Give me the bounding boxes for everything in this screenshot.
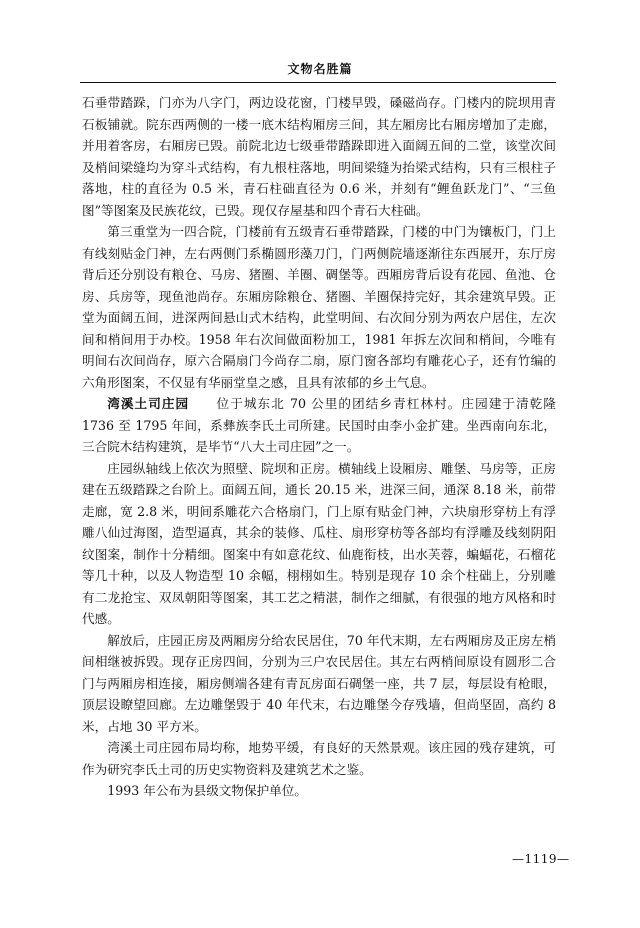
paragraph-continued: 石垂带踏跺，门亦为八字门，两边设花窗，门楼早毁，磉磁尚存。门楼内的院坝用青石板铺就。院东西两侧的一楼一底木结构厢房三间，其左厢房比右厢房增加了走廊，并用着客房，右厢房已毁。前院北边七级垂带踏跺即进入面阔五间的二堂，该堂次间及梢间梁缝均为穿斗式结构，有九根柱落地，明间梁缝为抬梁式结构，只有三根柱子落地，柱的直径为 0.5 米，青石柱础直径为 0.6 米，并刻有“鲤鱼跃龙门”、“三鱼图”等图案及民族花纹，已毁。现仅存屋基和四个青石大柱础。	[82, 95, 556, 218]
paragraph-manor-intro	[82, 393, 556, 458]
paragraph-layout: 庄园纵轴线上依次为照壁、院坝和正房。横轴线上设厢房、雕堡、马房等，正房建在五级踏跺之台阶上。面阔五间，通长 20.15 米，进深三间，通深 8.18 米，前带走廊，宽 2.8 米，明间系雕花六合格扇门，门上原有贴金门神，六块扇形穿枋上有浮雕八仙过海图，造型逼真，其余的装修、瓜柱、扇形穿枋等各部均有浮雕及线刻阴阳纹图案，制作十分精细。图案中有如意花纹、仙鹿衔枝，出水芙蓉，蝙蝠花，石榴花等几十种，以及人物造型 10 余幅，栩栩如生。特别是现存 10 余个柱础上，分别雕有二龙抢宝、双凤朝阳等图案，其工艺之精湛，制作之细腻，有很强的地方风格和时代感。	[82, 460, 556, 626]
paragraph-history: 解放后，庄园正房及两厢房分给农民居住，70 年代末期，左右两厢房及正房左梢间相继被拆毁。现存正房四间，分别为三户农民居住。其左右两梢间原设有圆形二合门与两厢房相连接，厢房侧端各建有青瓦房面石碉堡一座，共 7 层，每层设有枪眼，顶层设瞭望回廊。左边雕堡毁于 40 年代末，右边雕堡今存残墙，但尚坚固，高约 8 米，占地 30 平方米。	[82, 632, 556, 734]
header-rule	[80, 82, 556, 83]
running-header: 文物名胜篇	[287, 62, 353, 76]
page-number: —1119—	[512, 852, 570, 866]
document-body	[82, 92, 556, 802]
section-title: 湾溪土司庄园	[107, 396, 190, 411]
paragraph-protection: 1993 年公布为县级文物保护单位。	[107, 783, 307, 798]
paragraph-value: 湾溪土司庄园布局均称，地势平缓，有良好的天然景观。该庄园的残存建筑，可作为研究李氏土司的历史实物资料及建筑艺术之鉴。	[82, 740, 556, 777]
section-intro-text: 位于城东北 70 公里的团结乡青杠林村。庄园建于清乾隆 1736 至 1795 年间，系彝族李氏土司所建。民国时由李小金扩建。坐西南向东北，三合院木结构建筑，是毕节“八大土司庄园”之一。	[82, 396, 557, 454]
paragraph-third-hall: 第三重堂为一四合院，门楼前有五级青石垂带踏跺，门楼的中门为镶板门，门上有线刻贴金门神，左右两侧门系椭圆形藻刀门，门两侧院墙逐渐往东西展开，东厅房背后还分别设有粮仓、马房、猪圈、羊圈、碉堡等。西厢房背后设有花园、鱼池、仓房、兵房等，现鱼池尚存。东厢房除粮仓、猪圈、羊圈保持完好，其余建筑早毁。正堂为面阔五间，进深两间悬山式木结构，此堂明间、右次间分别为两农户居住，左次间和梢间用于办校。1958 年右次间做面粉加工，1981 年拆左次间和梢间，今唯有明间右次间尚存，原六合隔扇门今尚存二扇，原门窗各部均有雕花心子，还有竹编的六角形图案，不仅显有华丽堂皇之感，且具有浓郁的乡土气息。	[82, 224, 556, 390]
